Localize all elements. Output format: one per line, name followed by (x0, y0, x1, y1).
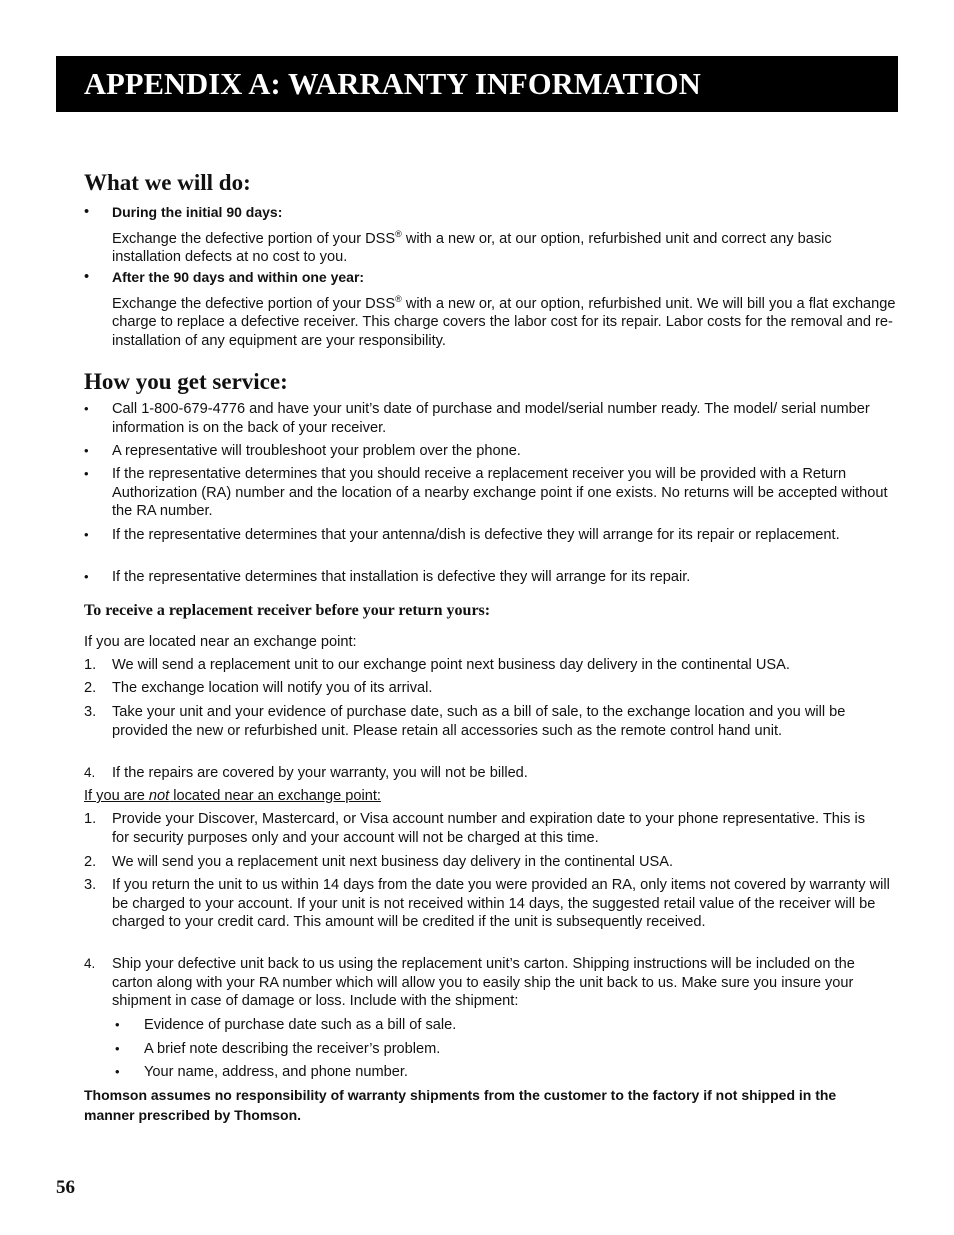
step-text: If you return the unit to us within 14 days from the date you were provided an RA, only items not covered by warranty will be charged to your account. If your unit is not received within 14 days, the suggested retail value of the receiver will be charged to your credit card. This amount will be credited if the unit is subsequently received. (112, 877, 890, 931)
bullet-icon: • (84, 527, 89, 542)
step-number: 1. (84, 657, 97, 673)
step-number: 2. (84, 854, 97, 870)
bullet-icon: • (115, 1064, 120, 1079)
step-text: Provide your Discover, Mastercard, or Visa account number and expiration date to your phone representative. This is for security purposes only and your account will not be charged at this time. (112, 811, 866, 846)
bullet-icon: • (84, 569, 89, 584)
list-item: If the representative determines that you should receive a replacement receiver you will be provided with a Return Authorization (RA) number and the location of a nearby exchange point if one exists. No returns will be accepted without the RA number. (112, 466, 888, 520)
bullet-icon: • (84, 401, 89, 416)
step-number: 4. (84, 956, 96, 971)
step-text: We will send you a replacement unit next business day delivery in the continental USA. (112, 854, 674, 870)
page-title: APPENDIX A: WARRANTY INFORMATION (84, 67, 701, 101)
item-title: During the initial 90 days: (112, 204, 283, 220)
item-title: After the 90 days and within one year: (112, 269, 365, 285)
step-number: 1. (84, 811, 97, 827)
list-item: If the representative determines that your antenna/dish is defective they will arrange for its repair or replacement. (112, 527, 840, 543)
list-item: Call 1-800-679-4776 and have your unit’s date of purchase and model/serial number ready. The model/ serial number information is on the back of your receiver. (112, 401, 870, 436)
step-number: 4. (84, 765, 96, 780)
section-heading-how-you-get-service: How you get service: (84, 369, 288, 394)
bullet-icon: • (115, 1017, 120, 1032)
step-text: If the repairs are covered by your warranty, you will not be billed. (112, 765, 528, 781)
step-number: 3. (84, 704, 97, 720)
subsection-heading: To receive a replacement receiver before your return yours: (84, 602, 491, 619)
section-heading-what-we-will-do: What we will do: (84, 170, 251, 195)
shipment-item: Your name, address, and phone number. (144, 1064, 408, 1080)
bullet-icon: • (84, 443, 89, 458)
page-number: 56 (56, 1177, 75, 1198)
step-text: The exchange location will notify you of its arrival. (112, 680, 433, 696)
step-text: We will send a replacement unit to our exchange point next business day delivery in the continental USA. (112, 657, 790, 673)
near-intro: If you are located near an exchange point: (84, 634, 357, 650)
shipment-item: Evidence of purchase date such as a bill of sale. (144, 1017, 457, 1033)
step-text: Ship your defective unit back to us using the replacement unit’s carton. Shipping instructions will be included on the carton along with your RA number which will allow you to easily ship the unit back to us. Make sure you insure your shipment in case of damage or loss. Include with the shipment: (112, 956, 855, 1010)
list-item: A representative will troubleshoot your problem over the phone. (112, 443, 521, 459)
list-item: If the representative determines that installation is defective they will arrange for its repair. (112, 569, 691, 585)
item-text: Exchange the defective portion of your DSS® with a new or, at our option, refurbished unit. We will bill you a flat exchange charge to replace a defective receiver. This charge covers the labor cost for its repair. Labor costs for the removal and re-installation of any equipment are your responsibility. (112, 294, 896, 350)
step-number: 2. (84, 680, 97, 696)
bullet-icon: • (115, 1041, 120, 1056)
not-near-intro: If you are not located near an exchange point: (84, 788, 381, 804)
bullet-icon: • (84, 204, 90, 220)
header-banner (56, 56, 898, 112)
shipment-item: A brief note describing the receiver’s problem. (144, 1041, 441, 1057)
step-number: 3. (84, 877, 97, 893)
step-text: Take your unit and your evidence of purchase date, such as a bill of sale, to the exchange location and you will be provided the new or refurbished unit. Please retain all accessories such as the remote control hand unit. (112, 704, 846, 739)
disclaimer: Thomson assumes no responsibility of warranty shipments from the customer to the factory if not shipped in the manner prescribed by Thomson. (84, 1087, 837, 1123)
bullet-icon: • (84, 269, 90, 285)
item-text: Exchange the defective portion of your DSS® with a new or, at our option, refurbished unit and correct any basic installation defects at no cost to you. (112, 229, 832, 266)
bullet-icon: • (84, 466, 89, 481)
